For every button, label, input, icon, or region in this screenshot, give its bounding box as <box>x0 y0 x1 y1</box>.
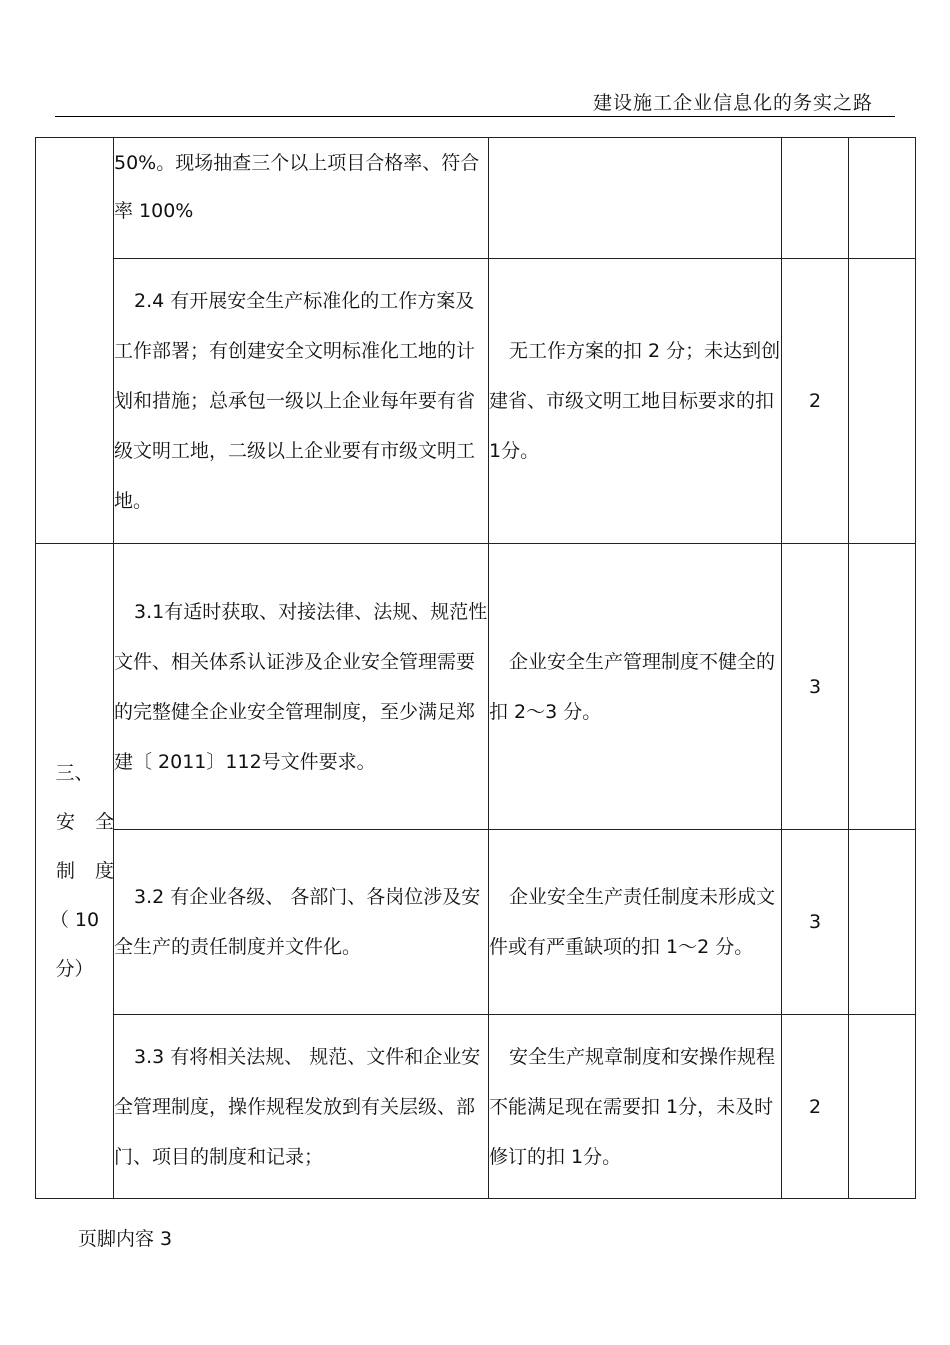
category-line: 分） <box>55 957 94 980</box>
deduction-rule-cell: 无工作方案的扣 2 分；未达到创建省、市级文明工地目标要求的扣 1分。 <box>489 259 782 544</box>
category-line: 制度 <box>56 859 135 882</box>
requirement-cell: 3.2 有企业各级、 各部门、各岗位涉及安全生产的责任制度并文件化。 <box>114 830 489 1015</box>
category-cell-safety-system <box>36 544 135 1199</box>
actual-score-cell <box>849 138 916 259</box>
score-cell: 3 <box>782 830 849 1015</box>
requirement-cell: 2.4 有开展安全生产标准化的工作方案及工作部署；有创建安全文明标准化工地的计划和措施；总承包一级以上企业每年要有省级文明工地，二级以上企业要有市级文明工地。 <box>114 259 489 544</box>
table-row <box>36 830 916 1015</box>
evaluation-table <box>35 137 916 1199</box>
actual-score-cell <box>849 259 916 544</box>
category-line: （ 10 <box>49 908 100 931</box>
category-line: 安全 <box>56 810 135 833</box>
actual-score-cell <box>849 544 916 830</box>
requirement-cell: 3.1有适时获取、对接法律、法规、规范性文件、相关体系认证涉及企业安全管理需要的完整健全企业安全管理制度，至少满足郑建〔 2011〕112号文件要求。 <box>114 544 489 830</box>
score-cell: 2 <box>782 259 849 544</box>
requirement-cell: 50%。现场抽查三个以上项目合格率、符合率 100% <box>114 138 489 259</box>
page-footer: 页脚内容 3 <box>78 1228 173 1250</box>
page-header <box>55 88 895 117</box>
deduction-rule-cell <box>489 138 782 259</box>
deduction-rule-cell: 企业安全生产责任制度未形成文件或有严重缺项的扣 1～2 分。 <box>489 830 782 1015</box>
table-row <box>36 544 916 830</box>
actual-score-cell <box>849 1015 916 1199</box>
score-cell: 3 <box>782 544 849 830</box>
category-line: 三、 <box>55 761 94 784</box>
actual-score-cell <box>849 830 916 1015</box>
header-title: 建设施工企业信息化的务实之路 <box>592 92 873 114</box>
deduction-rule-cell: 企业安全生产管理制度不健全的扣 2～3 分。 <box>489 544 782 830</box>
table-row <box>36 1015 916 1199</box>
deduction-rule-cell: 安全生产规章制度和安操作规程不能满足现在需要扣 1分，未及时修订的扣 1分。 <box>489 1015 782 1199</box>
table-row <box>36 138 916 259</box>
score-cell <box>782 138 849 259</box>
score-cell: 2 <box>782 1015 849 1199</box>
table-row <box>36 259 916 544</box>
requirement-cell: 3.3 有将相关法规、 规范、文件和企业安全管理制度，操作规程发放到有关层级、部门、项目的制度和记录； <box>114 1015 489 1199</box>
category-cell-empty <box>36 138 114 544</box>
